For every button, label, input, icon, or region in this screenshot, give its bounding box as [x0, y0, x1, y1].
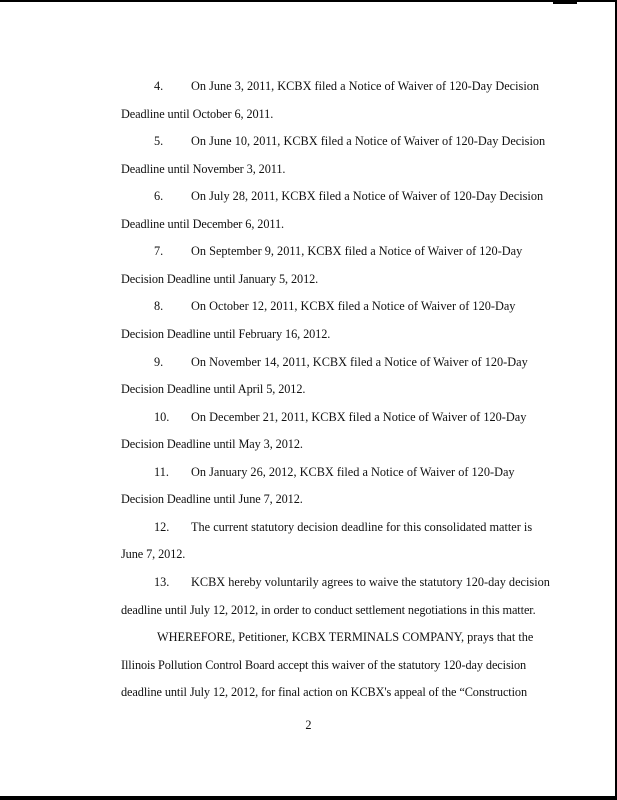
paragraph-text-line: The current statutory decision deadline for this consolidated matter is [191, 520, 533, 534]
paragraph-text-line: On November 14, 2011, KCBX filed a Notice of Waiver of 120-Day [191, 355, 528, 369]
paragraph-text-line: On October 12, 2011, KCBX filed a Notice of Waiver of 120-Day [191, 299, 516, 313]
paragraph-number: 5. [154, 134, 164, 148]
paragraph-text-line: Deadline until November 3, 2011. [121, 162, 286, 176]
paragraph-number: 9. [154, 355, 164, 369]
scan-corner-mark [553, 2, 577, 4]
paragraph-text-line: deadline until July 12, 2012, in order to conduct settlement negotiations in this matter. [121, 603, 536, 617]
scan-edge-bottom [0, 796, 617, 800]
paragraph-text-line: On December 21, 2011, KCBX filed a Notice of Waiver of 120-Day [191, 410, 527, 424]
paragraph-text-line: On June 3, 2011, KCBX filed a Notice of Waiver of 120-Day Decision [191, 79, 540, 93]
paragraph-number: 10. [154, 410, 170, 424]
paragraph-text-line: Decision Deadline until May 3, 2012. [121, 437, 303, 451]
paragraph-text-line: On July 28, 2011, KCBX filed a Notice of Waiver of 120-Day Decision [191, 189, 544, 203]
paragraph-text-line: On September 9, 2011, KCBX filed a Notice of Waiver of 120-Day [191, 244, 523, 258]
page-number: 2 [305, 718, 312, 732]
paragraph-number: 4. [154, 79, 164, 93]
paragraph-number: 12. [154, 520, 170, 534]
paragraph-text-line: Decision Deadline until January 5, 2012. [121, 272, 319, 286]
paragraph-text-line: KCBX hereby voluntarily agrees to waive the statutory 120-day decision [191, 575, 550, 589]
paragraph-number: 13. [154, 575, 170, 589]
paragraph-text-line: Deadline until December 6, 2011. [121, 217, 284, 231]
paragraph-text-line: On January 26, 2012, KCBX filed a Notice of Waiver of 120-Day [191, 465, 515, 479]
scan-edge-top [0, 0, 617, 2]
paragraph-number: 8. [154, 299, 164, 313]
wherefore-line: WHEREFORE, Petitioner, KCBX TERMINALS COMPANY, prays that the [157, 630, 534, 644]
paragraph-number: 6. [154, 189, 164, 203]
paragraph-number: 7. [154, 244, 164, 258]
paragraph-text-line: Decision Deadline until February 16, 2012. [121, 327, 331, 341]
paragraph-text-line: Decision Deadline until June 7, 2012. [121, 492, 303, 506]
paragraph-text-line: Decision Deadline until April 5, 2012. [121, 382, 306, 396]
paragraph-text-line: On June 10, 2011, KCBX filed a Notice of Waiver of 120-Day Decision [191, 134, 546, 148]
paragraph-text-line: Deadline until October 6, 2011. [121, 107, 274, 121]
paragraph-text-line: June 7, 2012. [121, 547, 186, 561]
paragraph-number: 11. [154, 465, 169, 479]
wherefore-line: Illinois Pollution Control Board accept this waiver of the statutory 120-day decision [121, 658, 527, 672]
wherefore-line: deadline until July 12, 2012, for final action on KCBX's appeal of the “Construction [121, 685, 528, 699]
